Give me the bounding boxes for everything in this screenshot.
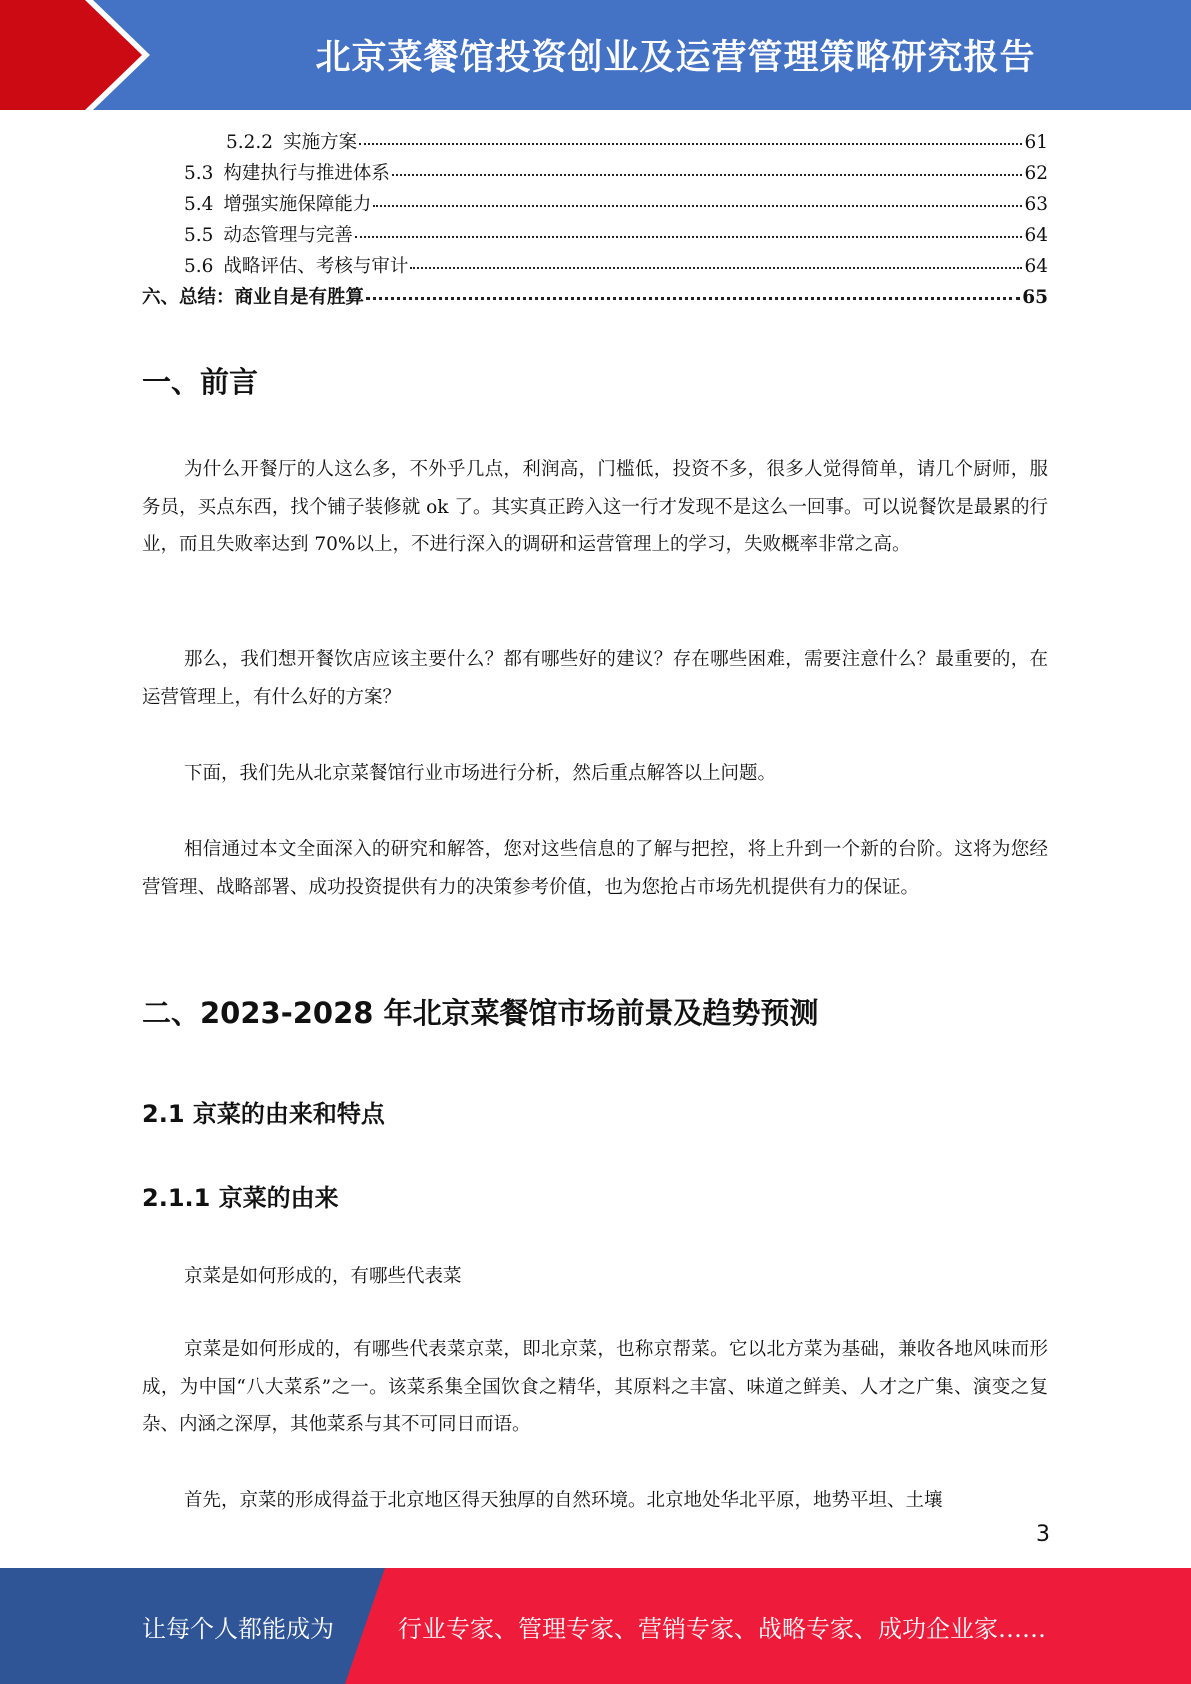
page-header: [0, 0, 1191, 110]
toc-entry-number: 5.5: [184, 225, 214, 246]
toc-entry-page: 64: [1024, 225, 1048, 246]
section-heading-market: 二、2023-2028 年北京菜餐馆市场前景及趋势预测: [142, 996, 819, 1030]
toc-entry-page: 63: [1024, 194, 1048, 215]
toc-leader-dots: [366, 296, 1020, 300]
toc-entry-title: 动态管理与完善: [223, 225, 353, 246]
body-paragraph: 为什么开餐厅的人这么多，不外乎几点，利润高，门槛低，投资不多，很多人觉得简单，请几个厨师，服务员，买点东西，找个铺子装修就 ok 了。其实真正跨入这一行才发现不是这么一回事。可以说餐饮是最累的行业，而且失败率达到 70%以上，不进行深入的调研和运营管理上的学习，失败概率非常之高。: [142, 459, 1048, 555]
body-paragraph: 京菜是如何形成的，有哪些代表菜京菜，即北京菜，也称京帮菜。它以北方菜为基础，兼收各地风味而形成，为中国“八大菜系”之一。该菜系集全国饮食之精华，其原料之丰富、味道之鲜美、人才之广集、演变之复杂、内涵之深厚，其他菜系与其不可同日而语。: [142, 1339, 1048, 1435]
toc-entry-chapter[interactable]: [142, 283, 1048, 314]
toc-leader-dots: [373, 204, 1022, 207]
footer-slogan-left: 让每个人都能成为: [142, 1614, 334, 1643]
table-of-contents: [142, 128, 1048, 314]
page-number: 3: [1036, 1522, 1050, 1547]
header-red-chevron: [0, 0, 142, 110]
toc-entry-page: 65: [1022, 287, 1048, 308]
toc-entry-title: 增强实施保障能力: [223, 194, 372, 215]
body-paragraph: 相信通过本文全面深入的研究和解答，您对这些信息的了解与把控，将上升到一个新的台阶。这将为您经营管理、战略部署、成功投资提供有力的决策参考价值，也为您抢占市场先机提供有力的保证。: [142, 839, 1048, 898]
body-paragraph: 下面，我们先从北京菜餐馆行业市场进行分析，然后重点解答以上问题。: [184, 763, 777, 784]
footer-slogan-right: 行业专家、管理专家、营销专家、战略专家、成功企业家……: [398, 1614, 1046, 1643]
toc-entry[interactable]: [142, 252, 1048, 283]
toc-entry[interactable]: [142, 128, 1048, 159]
toc-entry-title: 构建执行与推进体系: [223, 163, 390, 184]
toc-leader-dots: [392, 173, 1023, 176]
toc-entry-number: 5.4: [184, 194, 214, 215]
subsection-heading: 2.1 京菜的由来和特点: [142, 1100, 385, 1128]
page-content: [142, 128, 1048, 1511]
toc-entry[interactable]: [142, 159, 1048, 190]
toc-entry-number: 5.2.2: [226, 132, 274, 153]
toc-entry-title: 战略评估、考核与审计: [223, 256, 409, 277]
page-footer: [0, 1568, 1191, 1684]
report-title: 北京菜餐馆投资创业及运营管理策略研究报告: [315, 38, 1036, 78]
body-paragraph: 那么，我们想开餐饮店应该主要什么？都有哪些好的建议？存在哪些困难，需要注意什么？最重要的，在运营管理上，有什么好的方案？: [142, 649, 1048, 708]
toc-entry-page: 62: [1024, 163, 1048, 184]
toc-entry-page: 64: [1024, 256, 1048, 277]
toc-entry-title: 六、总结：商业自是有胜算: [142, 287, 365, 308]
toc-entry-number: 5.3: [184, 163, 214, 184]
toc-leader-dots: [359, 142, 1022, 145]
subsubsection-heading: 2.1.1 京菜的由来: [142, 1184, 339, 1212]
section-heading-preface: 一、前言: [142, 365, 259, 399]
body-paragraph: 京菜是如何形成的，有哪些代表菜: [184, 1266, 462, 1287]
toc-entry-number: 5.6: [184, 256, 214, 277]
toc-leader-dots: [355, 235, 1023, 238]
toc-entry-page: 61: [1024, 132, 1048, 153]
body-paragraph: 首先，京菜的形成得益于北京地区得天独厚的自然环境。北京地处华北平原，地势平坦、土壤: [184, 1490, 943, 1511]
toc-leader-dots: [410, 266, 1022, 269]
toc-entry[interactable]: [142, 190, 1048, 221]
toc-entry-title: 实施方案: [283, 132, 358, 153]
toc-entry[interactable]: [142, 221, 1048, 252]
